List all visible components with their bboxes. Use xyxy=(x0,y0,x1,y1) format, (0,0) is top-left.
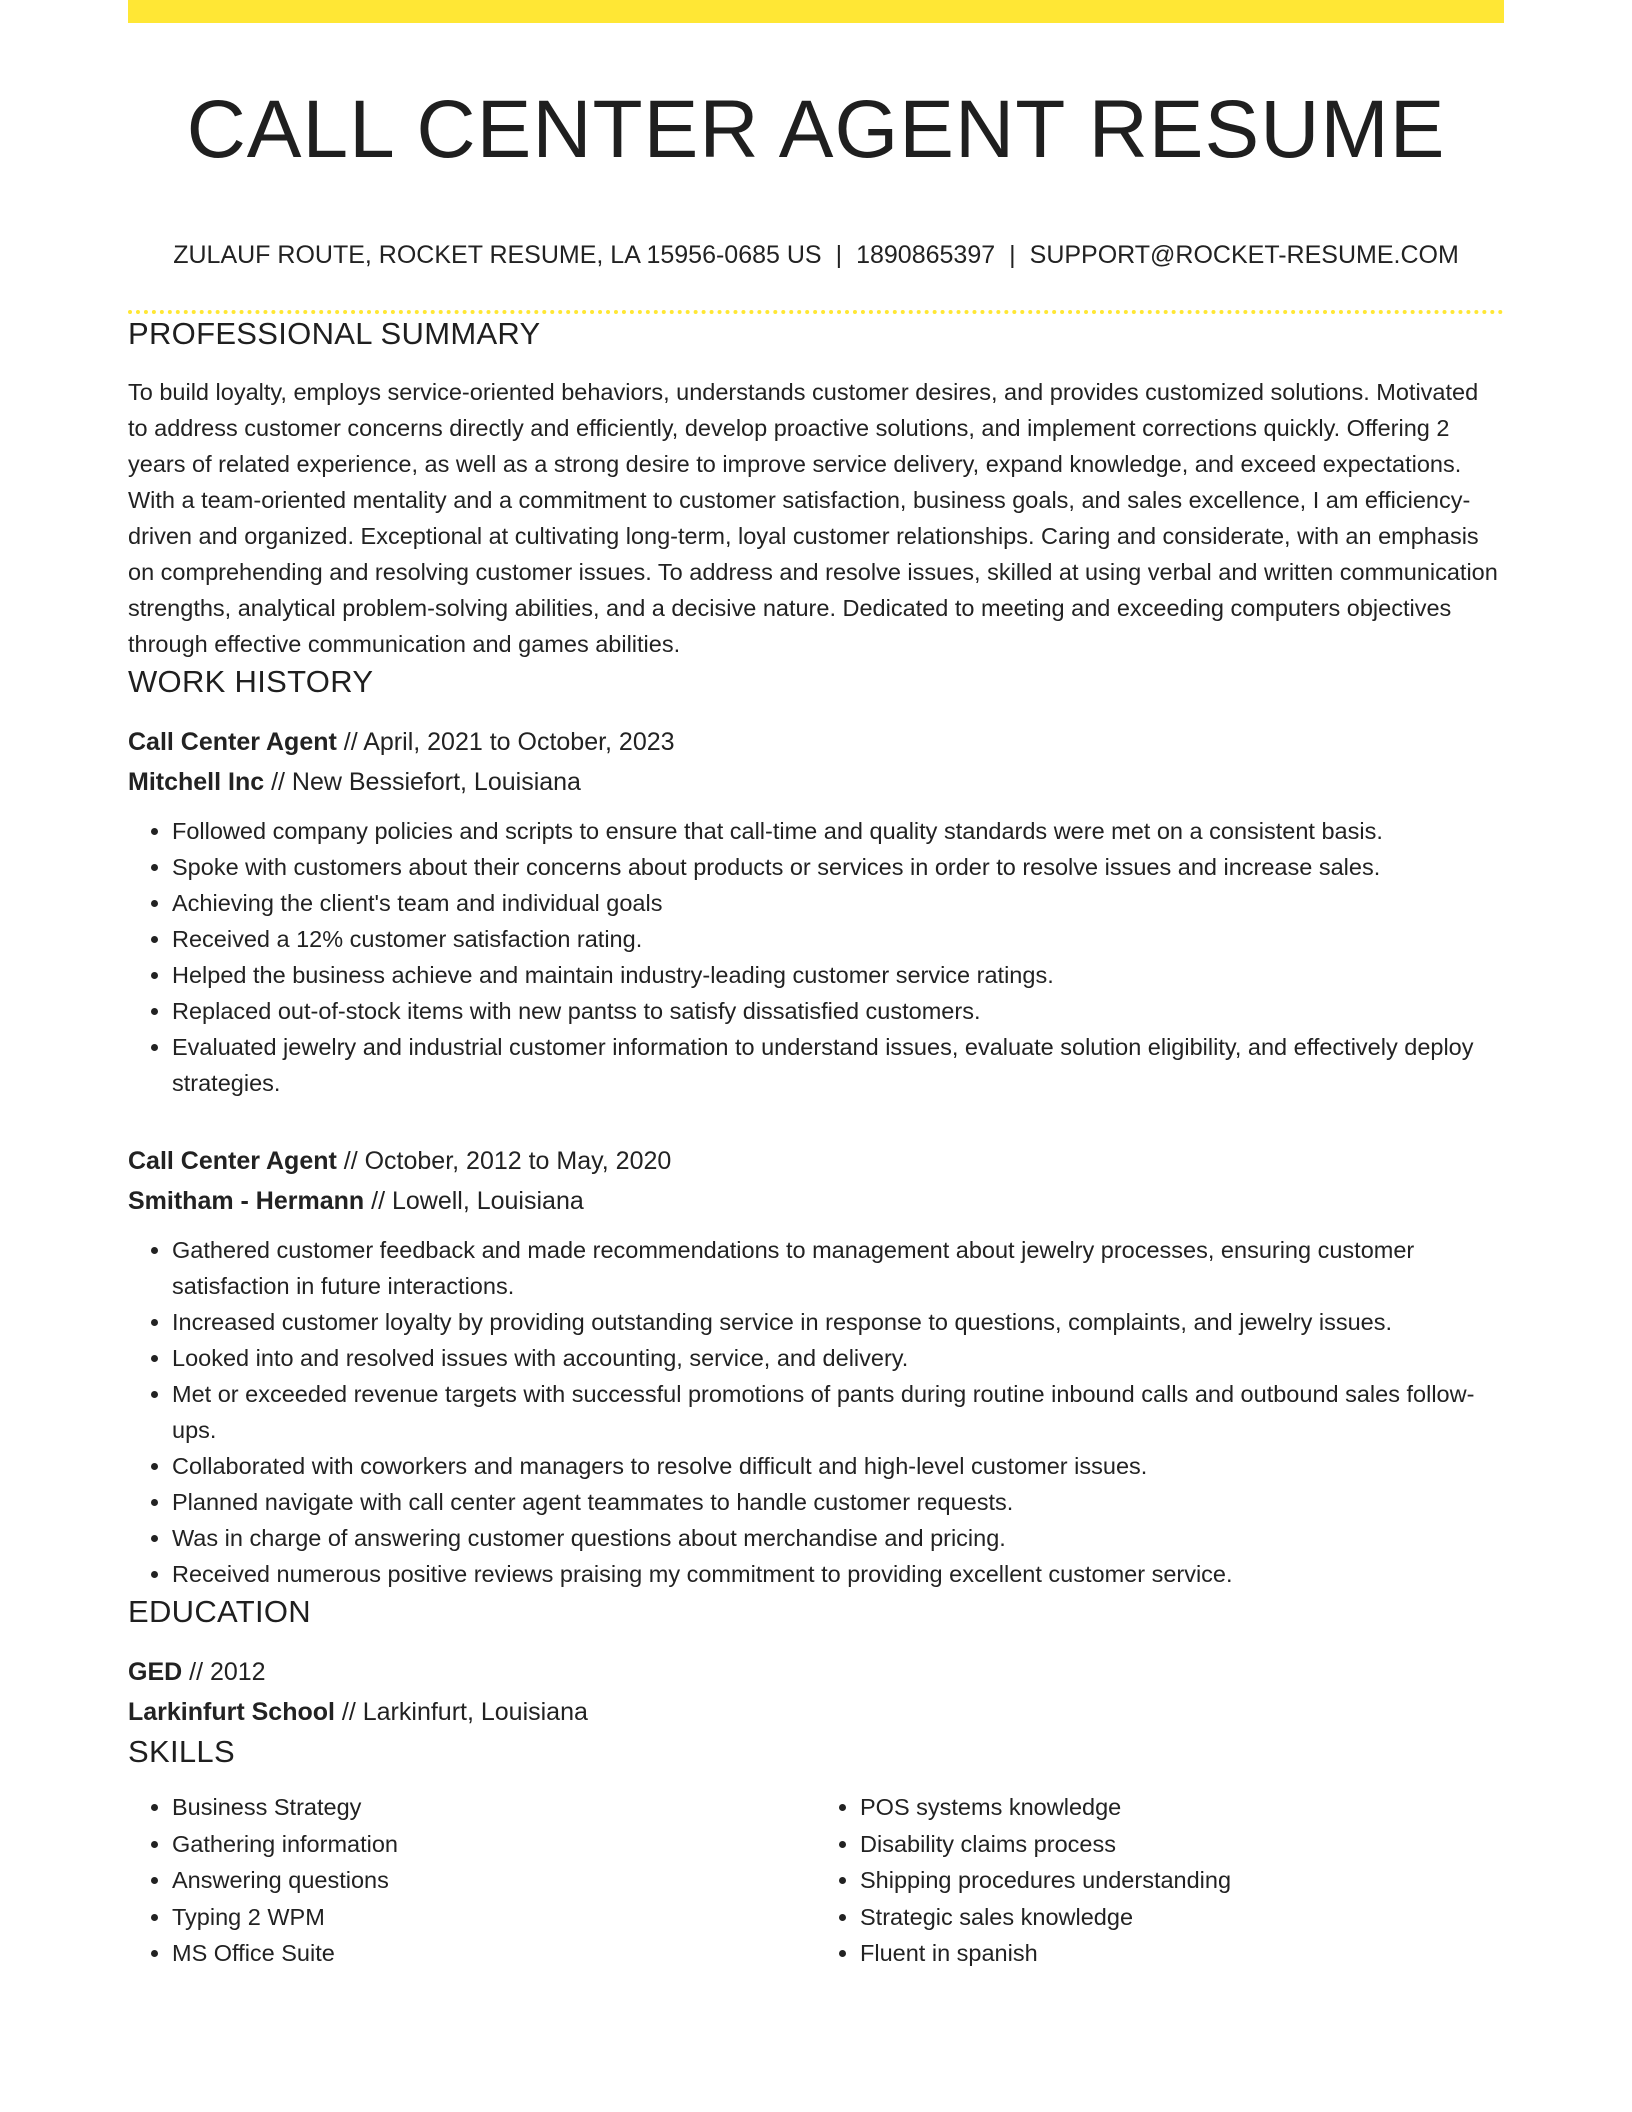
job-bullet: • Replaced out-of-stock items with new pantss to satisfy dissatisfied customers. xyxy=(172,993,1504,1029)
skill-item: • POS systems knowledge xyxy=(860,1789,1504,1826)
job-dates: // October, 2012 to May, 2020 xyxy=(336,1147,672,1175)
summary-heading: PROFESSIONAL SUMMARY xyxy=(128,316,541,351)
education-degree: GED xyxy=(128,1658,183,1686)
job-title: Call Center Agent xyxy=(128,1147,337,1175)
contact-line xyxy=(128,239,1504,271)
skill-item: • Gathering information xyxy=(172,1826,816,1863)
skills-list xyxy=(128,1789,1504,1972)
job-dates: // April, 2021 to October, 2023 xyxy=(336,728,675,756)
job-bullets xyxy=(128,1232,1504,1592)
job-bullet: • Increased customer loyalty by providing outstanding service in response to questions, complaints, and jewelry issues. xyxy=(172,1304,1504,1340)
skills-column-left xyxy=(128,1789,816,1972)
job-title-line xyxy=(128,1141,1504,1181)
contact-separator: | xyxy=(835,241,843,269)
resume-title: CALL CENTER AGENT RESUME xyxy=(186,84,1446,175)
education-heading: EDUCATION xyxy=(128,1594,311,1629)
education-year: // 2012 xyxy=(182,1658,266,1686)
skill-item: • Answering questions xyxy=(172,1862,816,1899)
job-bullet: • Evaluated jewelry and industrial customer information to understand issues, evaluate solution eligibility, and effectively deploy strategies. xyxy=(172,1029,1504,1101)
education-school: Larkinfurt School xyxy=(128,1698,335,1726)
job-company-line xyxy=(128,762,1504,802)
job-bullet: • Looked into and resolved issues with accounting, service, and delivery. xyxy=(172,1340,1504,1376)
contact-address: ZULAUF ROUTE, ROCKET RESUME, LA 15956-0685 US xyxy=(173,241,822,269)
job-bullet: • Received a 12% customer satisfaction rating. xyxy=(172,921,1504,957)
summary-paragraph: To build loyalty, employs service-oriented behaviors, understands customer desires, and provides customized solutions. Motivated to address customer concerns directly and efficiently, develop proactive solutions, and implement corrections quickly. Offering 2 years of related experience, as well as a strong desire to improve service delivery, expand knowledge, and exceed expectations. With a team-oriented mentality and a commitment to customer satisfaction, business goals, and sales excellence, I am efficiency-driven and organized. Exceptional at cultivating long-term, loyal customer relationships. Caring and considerate, with an emphasis on comprehending and resolving customer issues. To address and resolve issues, skilled at using verbal and written communication strengths, analytical problem-solving abilities, and a decisive nature. Dedicated to meeting and exceeding computers objectives through effective communication and games abilities. xyxy=(128,379,1498,657)
skills-column-right xyxy=(816,1789,1504,1972)
job-bullet: • Was in charge of answering customer questions about merchandise and pricing. xyxy=(172,1520,1504,1556)
education-school-line xyxy=(128,1692,1504,1732)
job-bullet: • Achieving the client's team and individual goals xyxy=(172,885,1504,921)
job-bullets xyxy=(128,813,1504,1101)
contact-phone: 1890865397 xyxy=(856,241,996,269)
job-bullet: • Met or exceeded revenue targets with successful promotions of pants during routine inbound calls and outbound sales follow-ups. xyxy=(172,1376,1504,1448)
job-bullet: • Helped the business achieve and maintain industry-leading customer service ratings. xyxy=(172,957,1504,993)
accent-top-bar xyxy=(128,0,1504,23)
skill-item: • Strategic sales knowledge xyxy=(860,1899,1504,1936)
skill-item: • Shipping procedures understanding xyxy=(860,1862,1504,1899)
skill-item: • Typing 2 WPM xyxy=(172,1899,816,1936)
work-history-heading: WORK HISTORY xyxy=(128,664,374,699)
skill-item: • Business Strategy xyxy=(172,1789,816,1826)
job-bullet: • Spoke with customers about their concerns about products or services in order to resolve issues and increase sales. xyxy=(172,849,1504,885)
skill-item: • Disability claims process xyxy=(860,1826,1504,1863)
education-degree-line xyxy=(128,1652,1504,1692)
job-entry xyxy=(128,1141,1504,1592)
job-bullet: • Planned navigate with call center agent teammates to handle customer requests. xyxy=(172,1484,1504,1520)
contact-separator: | xyxy=(1009,241,1016,269)
job-company-line xyxy=(128,1181,1504,1221)
job-bullet: • Gathered customer feedback and made recommendations to management about jewelry processes, ensuring customer satisfaction in future interactions. xyxy=(172,1232,1504,1304)
skill-item: • MS Office Suite xyxy=(172,1935,816,1972)
job-bullet: • Followed company policies and scripts to ensure that call-time and quality standards were met on a consistent basis. xyxy=(172,813,1504,849)
job-entry xyxy=(128,722,1504,1101)
job-location: // Lowell, Louisiana xyxy=(364,1187,584,1215)
education-location: // Larkinfurt, Louisiana xyxy=(334,1698,588,1726)
job-title: Call Center Agent xyxy=(128,728,337,756)
job-company: Mitchell Inc xyxy=(128,768,265,796)
job-bullet: • Received numerous positive reviews praising my commitment to providing excellent customer service. xyxy=(172,1556,1504,1592)
job-title-line xyxy=(128,722,1504,762)
skill-item: • Fluent in spanish xyxy=(860,1935,1504,1972)
education-entry xyxy=(128,1652,1504,1732)
skills-heading: SKILLS xyxy=(128,1734,235,1769)
job-company: Smitham - Hermann xyxy=(128,1187,365,1215)
job-location: // New Bessiefort, Louisiana xyxy=(264,768,581,796)
contact-email: SUPPORT@ROCKET-RESUME.COM xyxy=(1029,241,1459,269)
resume-page xyxy=(128,0,1504,1972)
job-bullet: • Collaborated with coworkers and managers to resolve difficult and high-level customer issues. xyxy=(172,1448,1504,1484)
